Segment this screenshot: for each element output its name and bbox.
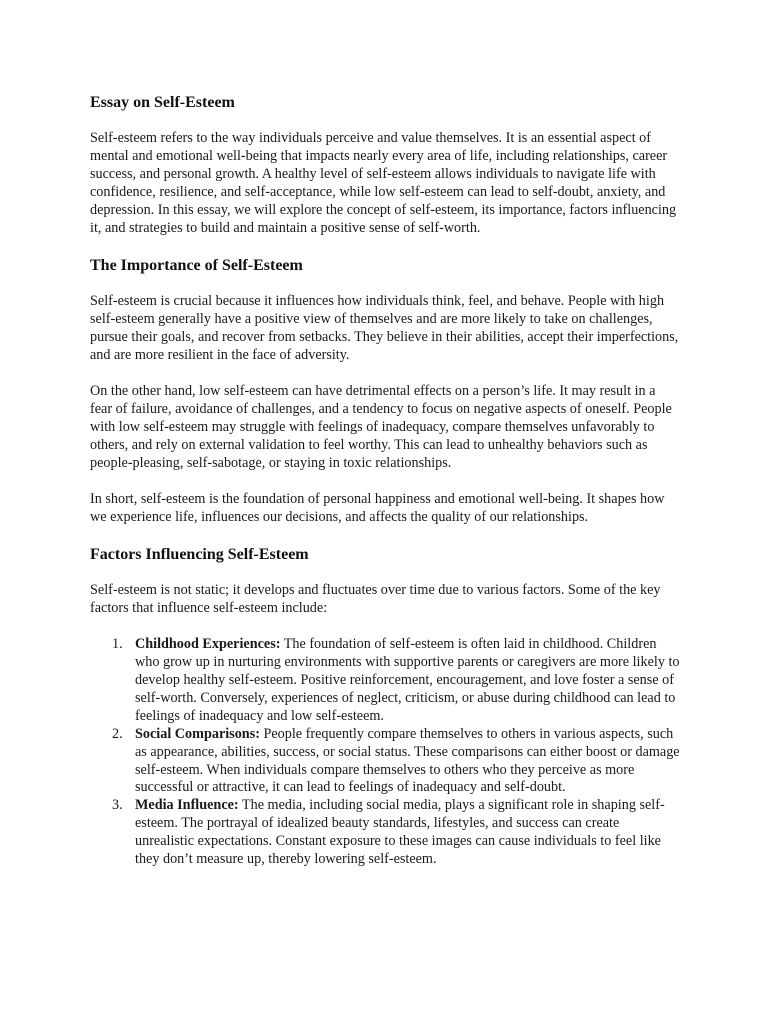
- list-item: [90, 636, 680, 726]
- intro-paragraph: Self-esteem refers to the way individuals perceive and value themselves. It is an essential aspect of mental and emotional well-being that impacts nearly every area of life, including relationships, career success, and personal growth. A healthy level of self-esteem allows individuals to navigate life with confidence, resilience, and self-acceptance, while low self-esteem can lead to self-doubt, anxiety, and depression. In this essay, we will explore the concept of self-esteem, its importance, factors influencing it, and strategies to build and maintain a positive sense of self-worth.: [90, 130, 677, 236]
- document-page: [90, 93, 680, 869]
- list-item-label: Social Comparisons:: [135, 725, 260, 742]
- list-item-number: 3.: [112, 797, 123, 814]
- essay-title: Essay on Self-Esteem: [90, 94, 235, 111]
- importance-heading: The Importance of Self-Esteem: [90, 257, 303, 275]
- factors-intro-paragraph: Self-esteem is not static; it develops and fluctuates over time due to various factors. Some of the key factors that influence self-esteem include:: [90, 582, 661, 617]
- importance-paragraph-3: In short, self-esteem is the foundation of personal happiness and emotional well-being. It shapes how we experience life, influences our decisions, and affects the quality of our relationships.: [90, 490, 665, 525]
- importance-paragraph-1: Self-esteem is crucial because it influences how individuals think, feel, and behave. People with high self-esteem generally have a positive view of themselves and are more likely to take on challenges, pursue their goals, and recover from setbacks. They believe in their abilities, accept their imperfections, and are more resilient in the face of adversity.: [90, 293, 679, 364]
- factors-heading: Factors Influencing Self-Esteem: [90, 546, 309, 564]
- list-item-number: 1.: [112, 636, 123, 653]
- list-item-text: People frequently compare themselves to others in various aspects, such as appearance, abilities, success, or social status. These comparisons can either boost or damage self-esteem. When individuals compare themselves to others who they perceive as more successful or attractive, it can lead to feelings of inadequacy and self-doubt.: [135, 725, 680, 796]
- importance-paragraph-2: On the other hand, low self-esteem can have detrimental effects on a person’s life. It may result in a fear of failure, avoidance of challenges, and a tendency to focus on negative aspects of oneself. People with low self-esteem may struggle with feelings of inadequacy, compare themselves unfavorably to others, and rely on external validation to feel worthy. This can lead to unhealthy behaviors such as people-pleasing, self-sabotage, or staying in toxic relationships.: [90, 383, 672, 471]
- list-item-text: The foundation of self-esteem is often laid in childhood. Children who grow up in nurturing environments with supportive parents or caregivers are more likely to develop healthy self-esteem. Positive reinforcement, encouragement, and love foster a sense of self-worth. Conversely, experiences of neglect, criticism, or abuse during childhood can lead to feelings of inadequacy and low self-esteem.: [135, 636, 680, 724]
- factors-list: [90, 636, 680, 869]
- list-item-number: 2.: [112, 725, 123, 742]
- list-item-label: Childhood Experiences:: [135, 636, 281, 653]
- list-item: [90, 797, 680, 869]
- list-item: [90, 726, 680, 798]
- list-item-label: Media Influence:: [135, 797, 239, 814]
- list-item-text: The media, including social media, plays a significant role in shaping self-esteem. The portrayal of idealized beauty standards, lifestyles, and success can create unrealistic expectations. Constant exposure to these images can cause individuals to feel like they don’t measure up, thereby lowering self-esteem.: [135, 797, 665, 868]
